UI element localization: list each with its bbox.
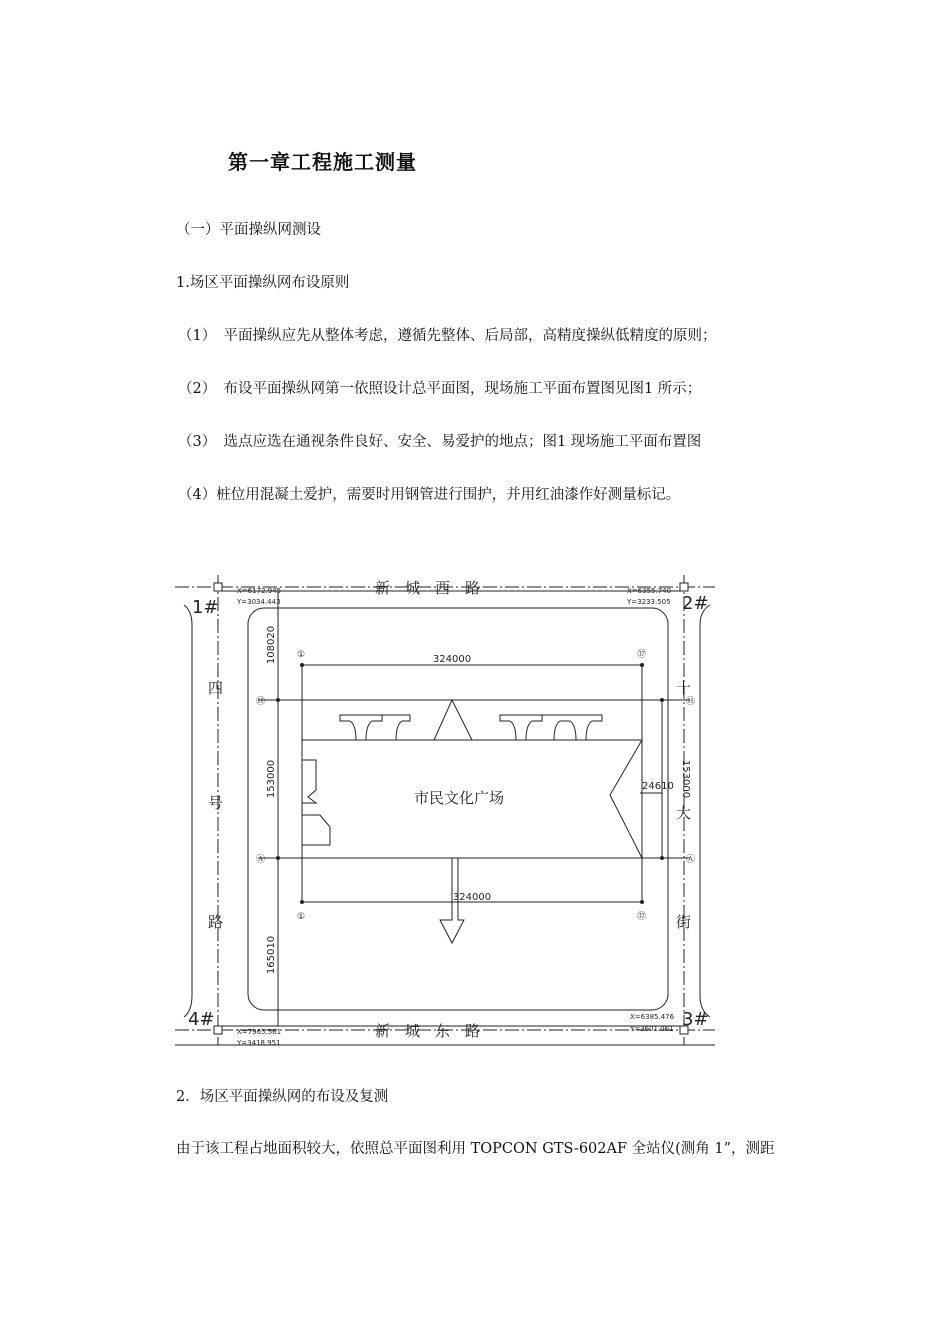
corner-label-3: 3# <box>682 1009 709 1030</box>
road-east-char-1: 十 <box>676 679 692 697</box>
coord-3-y: Y=3601.061 <box>630 1025 674 1033</box>
coord-4-x: X=7965.561 <box>237 1028 282 1036</box>
dim-right-mid: 153000 <box>680 759 691 799</box>
section-heading: （一）平面操纵网测设 <box>176 222 321 238</box>
dim-left-mid: 153000 <box>266 759 277 799</box>
coord-1-x: X=6172.945 <box>237 587 282 595</box>
corner-label-4: 4# <box>188 1009 215 1030</box>
dim-right-small: 24610 <box>642 781 674 792</box>
axis-1-bottom: ① <box>297 912 306 922</box>
axis-a-right: Ⓐ <box>686 855 696 865</box>
road-west-char-2: 号 <box>208 794 224 812</box>
dim-top: 324000 <box>432 654 472 665</box>
road-west-char-3: 路 <box>208 913 224 931</box>
coord-2-y: Y=3233.505 <box>627 598 671 606</box>
body-paragraph: 由于该工程占地面积较大，依照总平面图利用 TOPCON GTS-602AF 全站仪(测角 1”，测距 <box>176 1141 775 1157</box>
site-plan-drawing <box>170 575 730 1050</box>
dim-left-top: 108020 <box>266 625 277 665</box>
axis-h-right: Ⓗ <box>686 697 696 707</box>
principle-item-3: （3） 选点应选在通视条件良好、安全、易爱护的地点；图1 现场施工平面布置图 <box>178 434 702 450</box>
axis-h-left: Ⓗ <box>256 697 266 707</box>
coord-4-y: Y=3418.951 <box>237 1039 281 1047</box>
road-north-label: 新 城 西 路 <box>375 579 481 597</box>
road-south-label: 新 城 东 路 <box>375 1022 481 1040</box>
axis-37-bottom: ㊲ <box>637 912 647 922</box>
road-east-char-2: 大 <box>676 804 692 822</box>
road-east-char-3: 街 <box>676 913 692 931</box>
principle-item-4: （4）桩位用混凝土爱护，需要时用钢管进行围护，并用红油漆作好测量标记。 <box>178 487 681 503</box>
chapter-title: 第一章工程施工测量 <box>228 150 417 174</box>
coord-1-y: Y=3034.443 <box>237 598 281 606</box>
principle-item-1: （1） 平面操纵应先从整体考虑，遵循先整体、后局部，高精度操纵低精度的原则； <box>178 328 717 344</box>
axis-1-top: ① <box>297 650 306 660</box>
dim-bottom: 324000 <box>452 892 492 903</box>
subsection-heading-1: 1.场区平面操纵网布设原则 <box>176 275 350 291</box>
road-west-char-1: 四 <box>208 679 224 697</box>
building-label: 市民文化广场 <box>414 789 505 807</box>
corner-label-2: 2# <box>682 593 709 614</box>
corner-label-1: 1# <box>192 597 219 618</box>
dim-left-bottom: 165010 <box>266 935 277 975</box>
axis-a-left: Ⓐ <box>256 855 266 865</box>
subsection-heading-2: 2．场区平面操纵网的布设及复测 <box>176 1089 389 1105</box>
coord-2-x: X=6355.740 <box>627 587 672 595</box>
coord-3-x: X=6385.476 <box>630 1013 675 1021</box>
principle-item-2: （2） 布设平面操纵网第一依照设计总平面图，现场施工平面布置图见图1 所示； <box>178 381 702 397</box>
axis-37-top: ㊲ <box>637 650 647 660</box>
